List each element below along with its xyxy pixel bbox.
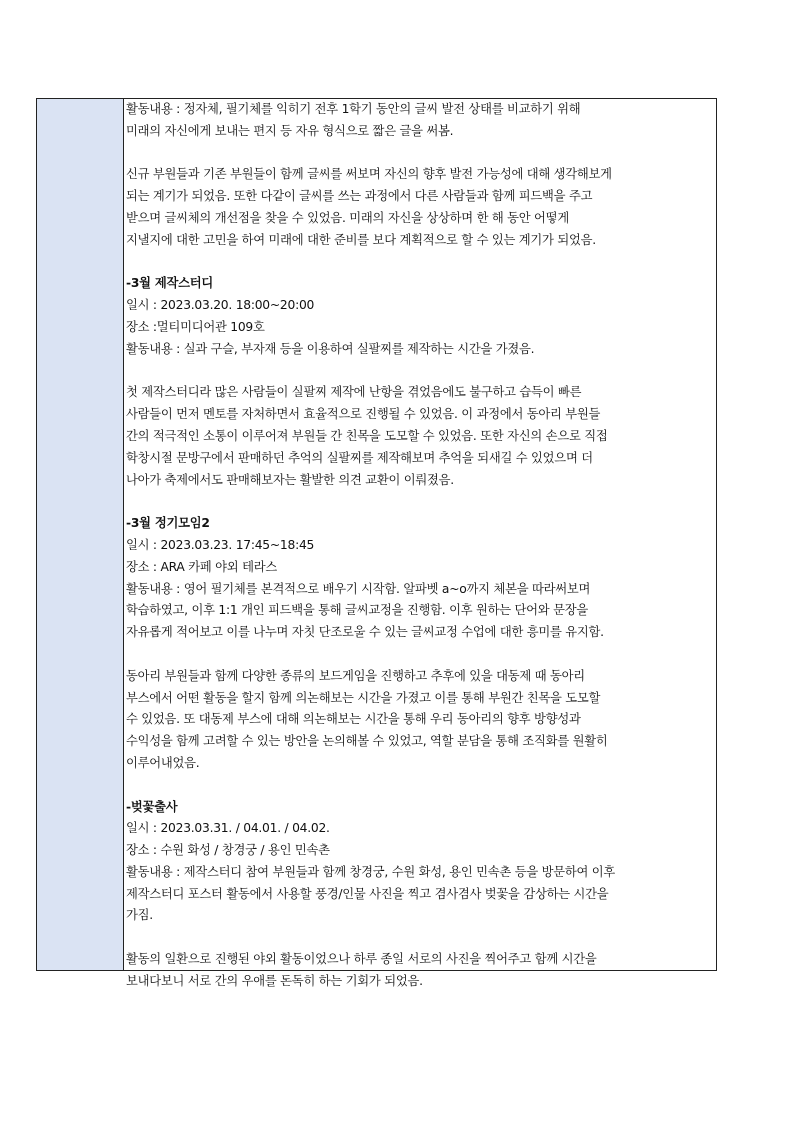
blank-line [126,927,716,949]
activity-content-cell [124,99,716,988]
section-heading: -3월 정기모임2 [126,516,210,531]
text-line: 사람들이 먼저 멘토를 자처하면서 효율적으로 진행될 수 있었음. 이 과정에서 동아리 부원들 [126,407,601,422]
text-line: 미래의 자신에게 보내는 편지 등 자유 형식으로 짧은 글을 써봄. [126,123,454,138]
text-line: 첫 제작스터디라 많은 사람들이 실팔찌 제작에 난항을 겪었음에도 불구하고 습득이 빠른 [126,385,582,400]
text-line: 부스에서 어떤 활동을 할지 함께 의논해보는 시간을 가졌고 이를 통해 부원간 친목을 도모할 [126,690,601,705]
blank-line [126,143,716,165]
text-line: 제작스터디 포스터 활동에서 사용할 풍경/인물 사진을 찍고 겸사겸사 벚꽃을 감상하는 시간을 [126,886,609,901]
text-line: 일시 : 2023.03.31. / 04.01. / 04.02. [126,821,330,836]
blank-line [126,361,716,383]
text-line: 장소 : 수원 화성 / 창경궁 / 용인 민속촌 [126,843,330,858]
blank-line [126,775,716,797]
text-line: 활동내용 : 실과 구슬, 부자재 등을 이용하여 실팔찌를 제작하는 시간을 가졌음. [126,341,535,356]
text-line: 수익성을 함께 고려할 수 있는 방안을 논의해볼 수 있었고, 역할 분담을 통해 조직화를 원활히 [126,734,608,749]
text-line: 활동내용 : 영어 필기체를 본격적으로 배우기 시작함. 알파벳 a~o까지 체본을 따라써보며 [126,581,591,596]
text-line: 되는 계기가 되었음. 또한 다같이 글씨를 쓰는 과정에서 다른 사람들과 함께 피드백을 주고 [126,189,593,204]
text-line: 간의 적극적인 소통이 이루어져 부원들 간 친목을 도모할 수 있었음. 또한 자신의 손으로 직접 [126,428,608,443]
blank-line [126,491,716,513]
text-line: 활동의 일환으로 진행된 야외 활동이었으나 하루 종일 서로의 사진을 찍어주고 함께 시간을 [126,952,597,967]
text-line: 장소 : ARA 카페 야외 테라스 [126,559,277,574]
text-line: 수 있었음. 또 대동제 부스에 대해 의논해보는 시간을 통해 우리 동아리의 향후 방향성과 [126,712,581,727]
text-line: 일시 : 2023.03.23. 17:45~18:45 [126,537,315,552]
text-line: 활동내용 : 정자체, 필기체를 익히기 전후 1학기 동안의 글씨 발전 상태를 비교하기 위해 [126,102,581,116]
text-line: 가짐. [126,908,153,923]
section-heading: -3월 제작스터디 [126,276,213,291]
text-line: 장소 :멀티미디어관 109호 [126,319,265,334]
activity-report-table [36,98,717,988]
text-line: 활동내용 : 제작스터디 참여 부원들과 함께 창경궁, 수원 화성, 용인 민속촌 등을 방문하여 이후 [126,864,616,879]
blank-line [126,252,716,274]
text-line: 받으며 글씨체의 개선점을 찾을 수 있었음. 미래의 자신을 상상하며 한 해 동안 어떻게 [126,210,569,225]
blank-line [126,644,716,666]
text-line: 학창시절 문방구에서 판매하던 추억의 실팔찌를 제작해보며 추억을 되새길 수 있었으며 더 [126,450,593,465]
text-line: 보내다보니 서로 간의 우애를 돈독히 하는 기회가 되었음. [126,973,423,988]
text-line: 동아리 부원들과 함께 다양한 종류의 보드게임을 진행하고 추후에 있을 대동제 때 동아리 [126,668,585,683]
label-column [37,99,124,970]
text-line: 신규 부원들과 기존 부원들이 함께 글씨를 써보며 자신의 향후 발전 가능성에 대해 생각해보게 [126,167,612,182]
text-line: 나아가 축제에서도 판매해보자는 활발한 의견 교환이 이뤄졌음. [126,472,454,487]
text-line: 이루어내었음. [126,755,200,770]
text-line: 일시 : 2023.03.20. 18:00~20:00 [126,298,315,313]
text-line: 학습하였고, 이후 1:1 개인 피드백을 통해 글씨교정을 진행함. 이후 원하는 단어와 문장을 [126,603,588,618]
section-heading: -벚꽃출사 [126,799,178,814]
text-line: 지낼지에 대한 고민을 하여 미래에 대한 준비를 보다 계획적으로 할 수 있는 계기가 되었음. [126,232,596,247]
text-line: 자유롭게 적어보고 이를 나누며 자칫 단조로울 수 있는 글씨교정 수업에 대한 흥미를 유지함. [126,625,604,640]
